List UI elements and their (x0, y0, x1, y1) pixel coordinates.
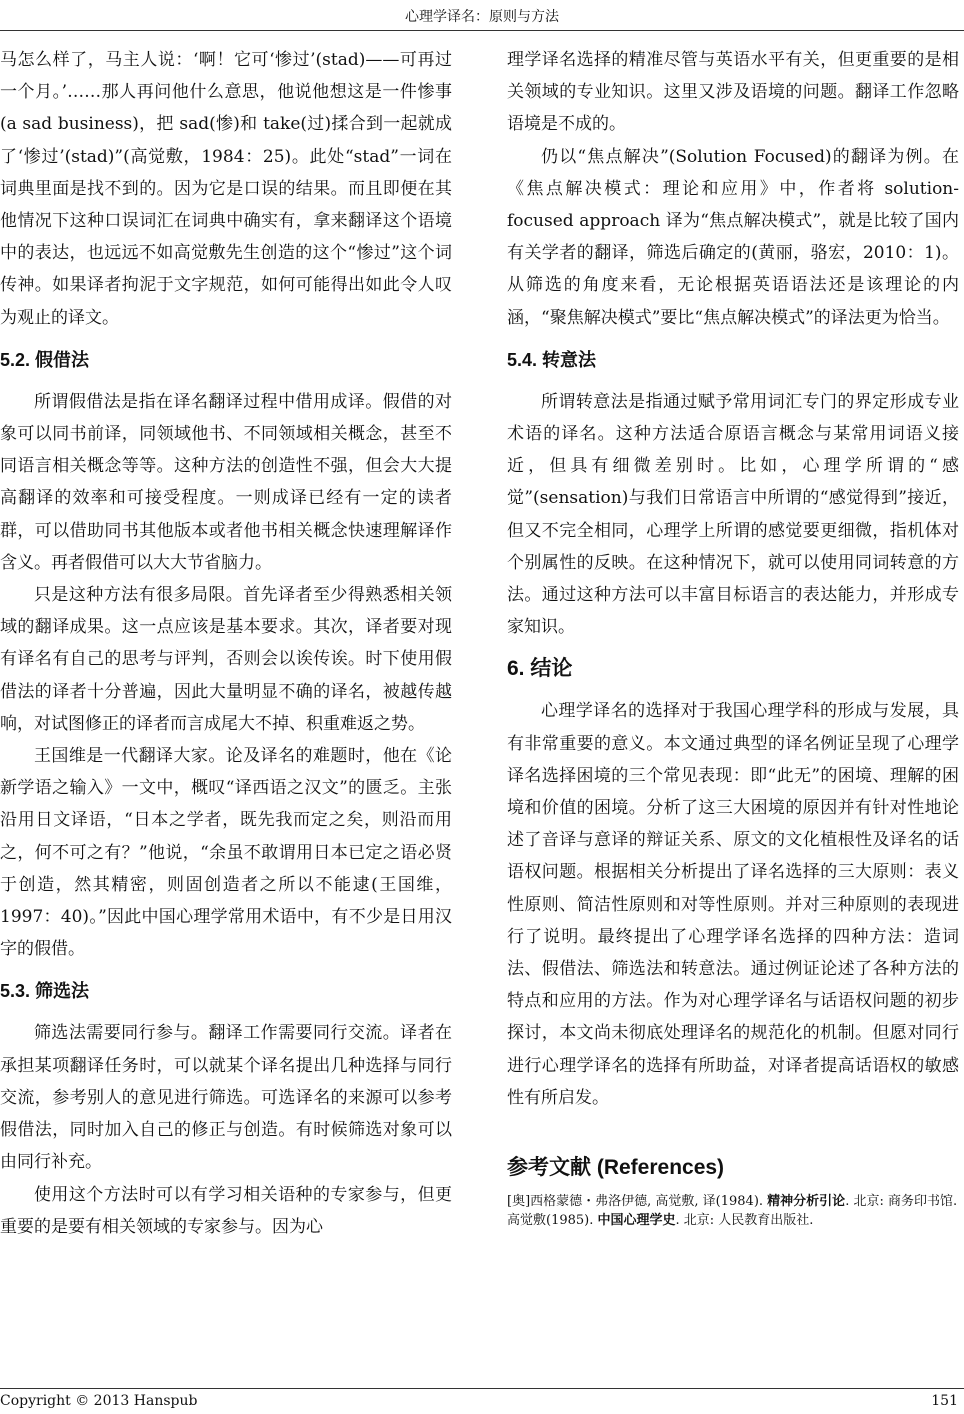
section-heading-6: 6. 结论 (507, 657, 573, 681)
reference-post: . 北京: 商务印书馆. (845, 1194, 958, 1210)
reference-title: 精神分析引论 (767, 1194, 846, 1210)
paragraph: 只是这种方法有很多局限。首先译者至少得熟悉相关领域的翻译成果。这一点应该是基本要求。其次，译者要对现有译名有自己的思考与评判，否则会以诶传诶。时下使用假借法的译者十分普遍，因此大量明显不确的译名，被越传越响，对试图修正的译者而言成尾大不掉、积重难返之势。 (0, 585, 452, 734)
header-rule (0, 30, 964, 31)
paragraph: 理学译名选择的精准尽管与英语水平有关，但更重要的是相关领域的专业知识。这里又涉及语境的问题。翻译工作忽略语境是不成的。 (507, 50, 959, 135)
section-heading-5-3: 5.3. 筛选法 (0, 981, 90, 1002)
paragraph: 筛选法需要同行参与。翻译工作需要同行交流。译者在承担某项翻译任务时，可以就某个译名提出几种选择与同行交流，参考别人的意见进行筛选。可选译名的来源可以参考假借法，同时加入自己的修正与创造。有时候筛选对象可以由同行补充。 (0, 1023, 452, 1173)
running-header: 心理学译名：原则与方法 (405, 9, 559, 25)
right-column (507, 44, 959, 1230)
reference-post: . 北京: 人民教育出版社. (675, 1213, 814, 1229)
paragraph: 所谓假借法是指在译名翻译过程中借用成译。假借的对象可以同书前译，同领域他书、不同领域相关概念，甚至不同语言相关概念等等。这种方法的创造性不强，但会大大提高翻译的效率和可接受程度。一则成译已经有一定的读者群，可以借助同书其他版本或者他书相关概念快速理解译作含义。再者假借可以大大节省脑力。 (0, 391, 452, 573)
references-heading: 参考文献 (References) (507, 1156, 725, 1180)
reference-title: 中国心理学史 (597, 1213, 676, 1229)
copyright-notice: Copyright © 2013 Hanspub (0, 1393, 198, 1409)
reference-pre: [奥]西格蒙德・弗洛伊德, 高觉敷, 译(1984). (507, 1194, 768, 1210)
left-column (0, 44, 452, 1243)
reference-item (507, 1211, 959, 1230)
reference-pre: 高觉敷(1985). (507, 1213, 598, 1229)
paragraph: 仍以“焦点解决”(Solution Focused)的翻译为例。在《焦点解决模式：理论和应用》中，作者将 solution-focused approach 译为“焦点解决模式”，就是比较了国内有关学者的翻译，筛选后确定的(黄丽，骆宏，2010：1)。从筛选的角度来看，无论根据英语语法还是该理论的内涵，“聚焦解决模式”要比“焦点解决模式”的译法更为恰当。 (507, 146, 959, 328)
page-number: 151 (931, 1393, 958, 1409)
references-list (507, 1192, 959, 1230)
footer-rule (0, 1388, 964, 1389)
paragraph: 王国维是一代翻译大家。论及译名的难题时，他在《论新学语之输入》一文中，概叹“译西语之汉文”的匮乏。主张沿用日文译语，“日本之学者，既先我而定之矣，则沿而用之，何不可之有？”他说，“余虽不敢谓用日本已定之语必贤于创造，然其精密，则固创造者之所以不能逮(王国维，1997：40)。”因此中国心理学常用术语中，有不少是日用汉字的假借。 (0, 746, 452, 960)
paragraph: 马怎么样了，马主人说：‘啊！它可‘惨过’(stad)——可再过一个月。’……那人再问他什么意思，他说他想这是一件惨事(a sad business)，把 sad(惨)和 take(过)揉合到一起就成了‘惨过’(stad)”(高觉敷，1984：25)。此处“stad”一词在词典里面是找不到的。因为它是口误的结果。而且即便在其他情况下这种口误词汇在词典中确实有，拿来翻译这个语境中的表达，也远远不如高觉敷先生创造的这个“惨过”这个词传神。如果译者拘泥于文字规范，如何可能得出如此令人叹为观止的译文。 (0, 50, 452, 328)
paragraph: 所谓转意法是指通过赋予常用词汇专门的界定形成专业术语的译名。这种方法适合原语言概念与某常用词语义接近，但具有细微差别时。比如，心理学所谓的“感觉”(sensation)与我们日常语言中所谓的“感觉得到”接近，但又不完全相同，心理学上所谓的感觉要更细微，指机体对个别属性的反映。在这种情况下，就可以使用同词转意的方法。通过这种方法可以丰富目标语言的表达能力，并形成专家知识。 (507, 391, 959, 638)
paragraph: 使用这个方法时可以有学习相关语种的专家参与，但更重要的是要有相关领域的专家参与。因为心 (0, 1184, 452, 1237)
paragraph: 心理学译名的选择对于我国心理学科的形成与发展，具有非常重要的意义。本文通过典型的译名例证呈现了心理学译名选择困境的三个常见表现：即“此无”的困境、理解的困境和价值的困境。分析了这三大困境的原因并有针对性地论述了音译与意译的辩证关系、原文的文化植根性及译名的话语权问题。根据相关分析提出了译名选择的三大原则：表义性原则、简洁性原则和对等性原则。并对三种原则的表现进行了说明。最终提出了心理学译名选择的四种方法：造词法、假借法、筛选法和转意法。通过例证论述了各种方法的特点和应用的方法。作为对心理学译名与话语权问题的初步探讨，本文尚未彻底处理译名的规范化的机制。但愿对同行进行心理学译名的选择有所助益，对译者提高话语权的敏感性有所启发。 (507, 701, 959, 1108)
section-heading-5-4: 5.4. 转意法 (507, 349, 597, 370)
section-heading-5-2: 5.2. 假借法 (0, 349, 90, 370)
reference-item (507, 1192, 959, 1211)
